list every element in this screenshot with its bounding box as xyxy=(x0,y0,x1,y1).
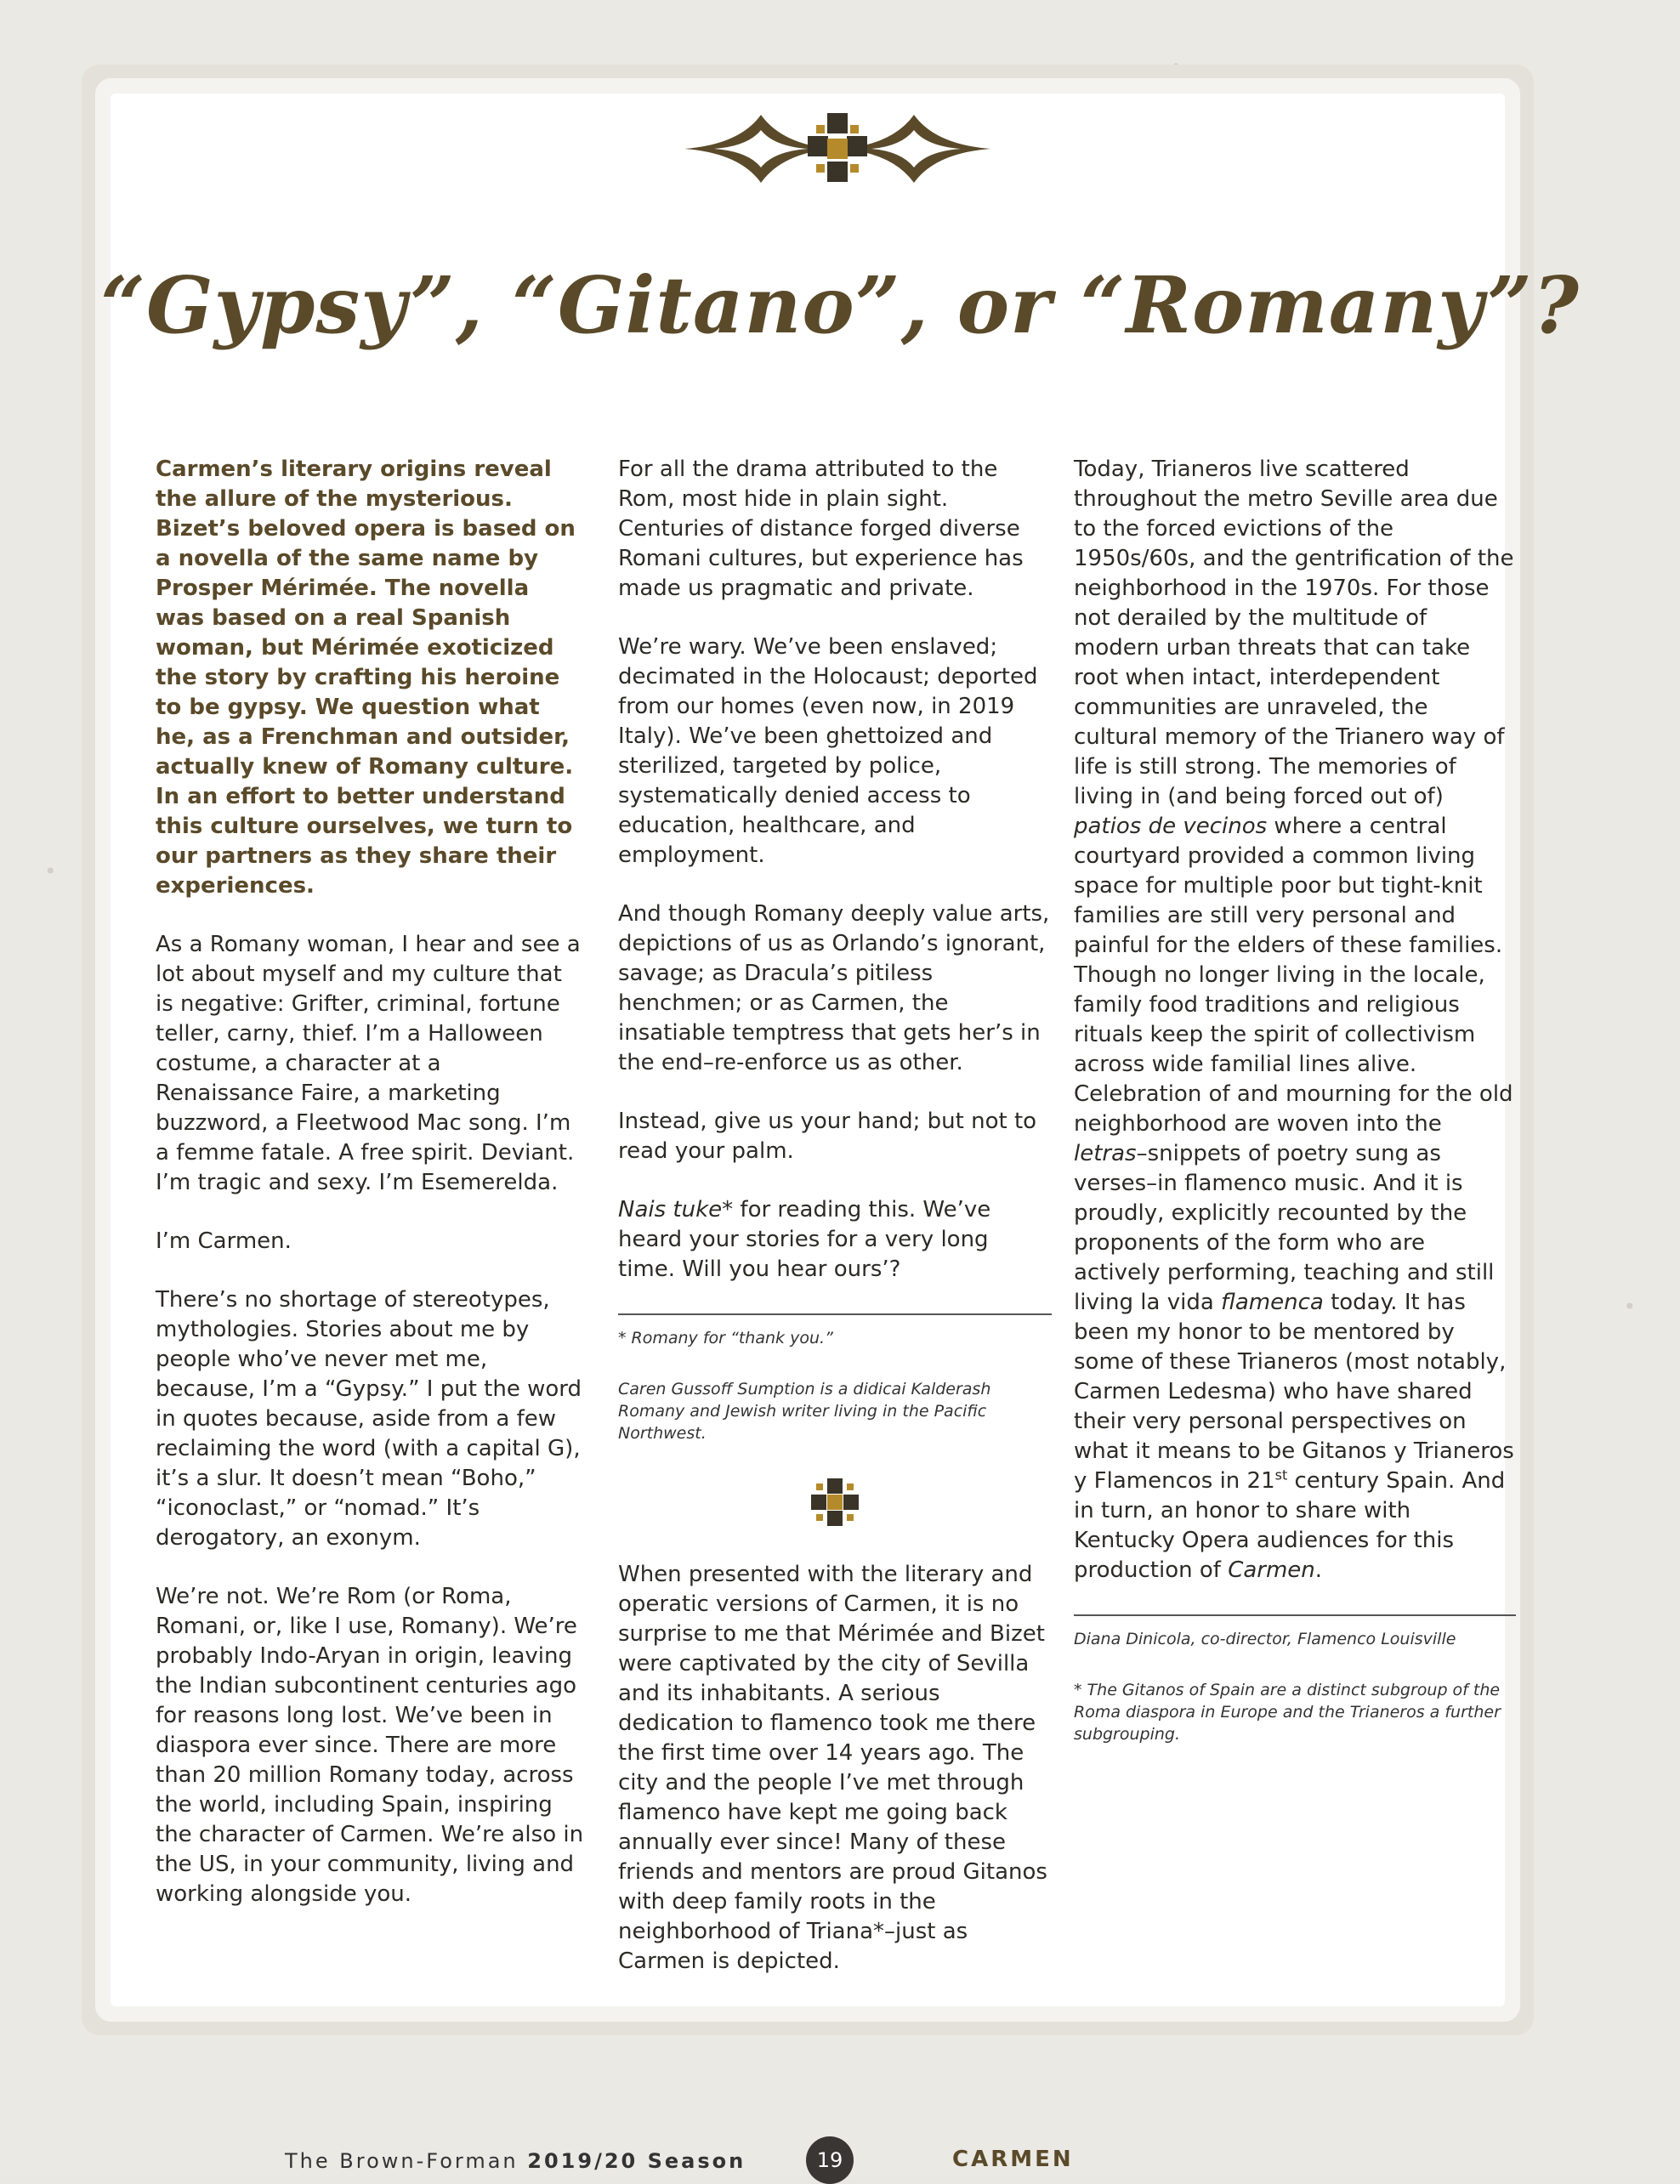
paragraph-text: . xyxy=(1314,1557,1323,1583)
paragraph-text: * for reading this. We’ve heard your stories for a very long time. Will you hear ours’? xyxy=(618,1197,991,1282)
footnote-divider xyxy=(1074,1614,1516,1616)
paragraph: For all the drama attributed to the Rom, most hide in plain sight. Centuries of distance forged diverse Romani cultures, but experience has made us pragmatic and private. xyxy=(618,457,1024,601)
paragraph-text: –snippets of poetry sung as verses–in flamenco music. And it is proudly, explicitly recounted by the proponents of the form who are actively performing, teaching and still living la vida xyxy=(1074,1141,1495,1315)
section-ornament-icon xyxy=(809,1477,860,1528)
footnote: * The Gitanos of Spain are a distinct subgroup of the Roma diaspora in Europe and the Trianeros a further subgrouping. xyxy=(1074,1681,1501,1744)
italic-phrase: letras xyxy=(1074,1141,1137,1166)
footer-text: The Brown-Forman xyxy=(285,2149,528,2173)
column-3 xyxy=(1074,455,1516,1774)
italic-phrase: flamenca xyxy=(1221,1290,1324,1315)
column-2 xyxy=(618,455,1052,2005)
paragraph: As a Romany woman, I hear and see a lot about myself and my culture that is negative: Grifter, criminal, fortune teller, carny, thief. I’m a Halloween costume, a character at a Renaissance Faire, a marketing buzzword, a Fleetwood Mac song. I’m a femme fatale. A free spirit. Deviant. I’m tragic and sexy. I’m Esemerelda. xyxy=(156,932,581,1195)
paragraph: We’re not. We’re Rom (or Roma, Romani, or, like I use, Romany). We’re probably Indo-Aryan in origin, leaving the Indian subcontinent centuries ago for reasons long lost. We’ve been in diaspora ever since. There are more than 20 million Romany today, across the world, including Spain, inspiring the character of Carmen. We’re also in the US, in your community, living and working alongside you. xyxy=(156,1584,584,1907)
lead-paragraph: Carmen’s literary origins reveal the allure of the mysterious. Bizet’s beloved opera is based on a novella of the same name by Prosper Mérimée. The novella was based on a real Spanish woman, but Mérimée exoticized the story by crafting his heroine to be gypsy. We question what he, as a Frenchman and outsider, actually knew of Romany culture. In an effort to better understand this culture ourselves, we turn to our partners as they share their experiences. xyxy=(156,457,576,899)
column-1 xyxy=(156,455,585,1938)
superscript: st xyxy=(1274,1466,1288,1483)
paragraph xyxy=(1074,455,1516,1586)
footnote: * Romany for “thank you.” xyxy=(618,1329,833,1347)
italic-phrase: Nais tuke xyxy=(618,1197,723,1222)
paragraph-text: century Spain. And in turn, an honor to share with Kentucky Opera audiences for this production of xyxy=(1074,1468,1506,1583)
paragraph: When presented with the literary and operatic versions of Carmen, it is no surprise to me that Mérimée and Bizet were captivated by the city of Sevilla and its inhabitants. A serious dedication to flamenco took me there the first time over 14 years ago. The city and the people I’ve met through flamenco have kept me going back annually ever since! Many of these friends and mentors are proud Gitanos with deep family roots in the neighborhood of Triana*–just as Carmen is depicted. xyxy=(618,1562,1047,1974)
article-title: “Gypsy”, “Gitano”, or “Romany”? xyxy=(100,259,1580,351)
paragraph-text: today. It has been my honor to be mentored by some of these Trianeros (most notably, Carmen Ledesma) who have shared their very personal perspectives on what it means to be Gitanos y Trianeros y Flamencos in 21 xyxy=(1074,1290,1514,1494)
paragraph: And though Romany deeply value arts, depictions of us as Orlando’s ignorant, savage; as Dracula’s pitiless henchmen; or as Carmen, the insatiable temptress that gets her’s in the end–re-enforce us as other. xyxy=(618,901,1050,1075)
decorative-ornament-icon xyxy=(680,106,995,191)
footer-season-label: 2019/20 Season xyxy=(527,2149,746,2173)
italic-phrase: patios de vecinos xyxy=(1074,814,1268,839)
page-number: 19 xyxy=(806,2136,854,2184)
paragraph: I’m Carmen. xyxy=(156,1228,292,1254)
paragraph-text: where a central courtyard provided a common living space for multiple poor but tight-knit families are still very personal and painful for the elders of these families. Though no longer living in the locale, family food traditions and religious rituals keep the spirit of collectivism across wide familial lines alive. Celebration of and mourning for the old neighborhood are woven into the xyxy=(1074,814,1513,1137)
italic-phrase: Carmen xyxy=(1228,1557,1315,1583)
footer-season xyxy=(285,2149,746,2173)
paragraph: Instead, give us your hand; but not to read your palm. xyxy=(618,1109,1037,1164)
author-credit: Diana Dinicola, co-director, Flamenco Louisville xyxy=(1074,1630,1456,1648)
footnote-divider xyxy=(618,1313,1052,1315)
paragraph-text: Today, Trianeros live scattered throughout the metro Seville area due to the forced evictions of the 1950s/60s, and the gentrification of the neighborhood in the 1970s. For those not derailed by the multitude of modern urban threats that can take root when intact, interdependent communities are unraveled, the cultural memory of the Trianero way of life is still strong. The memories of living in (and being forced out of) xyxy=(1074,457,1514,809)
paragraph: There’s no shortage of stereotypes, mythologies. Stories about me by people who’ve never met me, because, I’m a “Gypsy.” I put the word in quotes because, aside from a few reclaiming the word (with a capital G), it’s a slur. It doesn’t mean “Boho,” “iconoclast,” or “nomad.” It’s derogatory, an exonym. xyxy=(156,1287,582,1551)
footer-production: CARMEN xyxy=(952,2147,1074,2172)
paragraph: We’re wary. We’ve been enslaved; decimated in the Holocaust; deported from our homes (even now, in 2019 Italy). We’ve been ghettoized and sterilized, targeted by police, systematically denied access to education, healthcare, and employment. xyxy=(618,634,1038,868)
paragraph xyxy=(618,1195,1052,1285)
author-credit: Caren Gussoff Sumption is a didicai Kalderash Romany and Jewish writer living in the Pacific Northwest. xyxy=(618,1380,991,1443)
